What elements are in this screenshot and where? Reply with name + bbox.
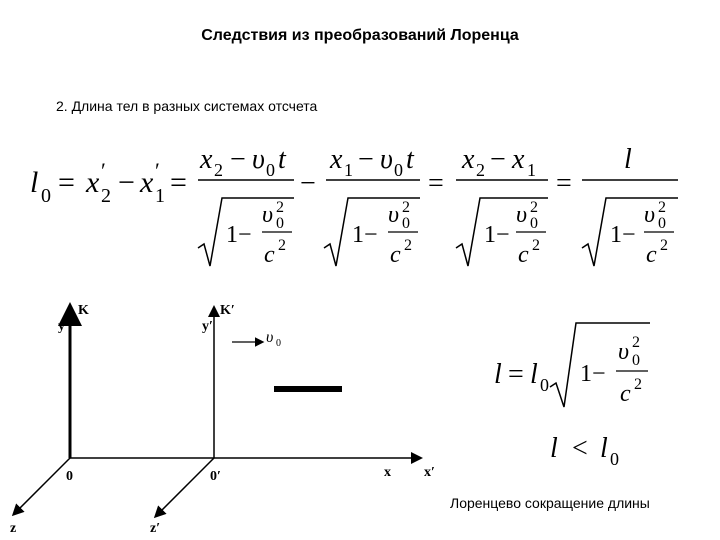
label-v: υ: [266, 329, 274, 346]
formula-x1-sub: 1: [155, 185, 165, 207]
moving-rod: [274, 386, 342, 392]
f2-num-sub: 0: [402, 215, 410, 232]
f2-minus: −: [358, 144, 374, 175]
res-num-sub: 0: [632, 352, 640, 369]
f2-t: t: [406, 144, 414, 175]
section-heading: 2. Длина тел в разных системах отсчета: [56, 98, 318, 114]
f1-den-sq: 2: [278, 237, 286, 254]
f4-l: l: [624, 144, 632, 175]
f4-den-c: c: [646, 242, 657, 268]
k2-z-axis: [156, 458, 214, 516]
f4-num-sq: 2: [658, 199, 666, 216]
formula-l: l: [30, 166, 39, 199]
k-z-axis: [14, 458, 70, 514]
res-one-minus: 1−: [580, 361, 606, 387]
label-origin: 0: [66, 469, 73, 484]
ineq-lt: <: [572, 433, 588, 464]
res-l0: l: [530, 359, 538, 390]
f3-num-sub: 0: [530, 215, 538, 232]
f1-v: υ: [252, 144, 265, 175]
f2-x-sub: 1: [344, 160, 353, 180]
f2-one-minus: 1−: [352, 222, 378, 248]
length-formula: [0, 140, 720, 280]
result-formulas: [480, 315, 700, 475]
ineq-l0-sub: 0: [610, 449, 619, 469]
f1-x-sub: 2: [214, 160, 223, 180]
formula-l-sub: 0: [41, 185, 51, 207]
f4-den-sq: 2: [660, 237, 668, 254]
label-v-sub: 0: [276, 338, 281, 349]
formula-minus-1: −: [118, 166, 135, 199]
res-eq: =: [508, 359, 524, 390]
f3-den-c: c: [518, 242, 529, 268]
f2-v-sub: 0: [394, 160, 403, 180]
f1-den-c: c: [264, 242, 275, 268]
reference-frames-diagram: [0, 290, 460, 540]
f1-t: t: [278, 144, 286, 175]
f4-num-sub: 0: [658, 215, 666, 232]
formula-eq-3: =: [428, 168, 444, 199]
f3-x1: x: [512, 144, 525, 175]
label-k: K: [78, 303, 89, 318]
f3-minus: −: [490, 144, 506, 175]
formula-x1-prime: ′: [155, 158, 160, 183]
f3-num-v: υ: [516, 202, 528, 228]
formula-minus-2: −: [300, 168, 316, 199]
slide-title: Следствия из преобразований Лоренца: [201, 27, 519, 44]
f2-v: υ: [380, 144, 393, 175]
label-z: z: [10, 521, 17, 536]
formula-eq-4: =: [556, 168, 572, 199]
label-origin2: 0′: [210, 469, 221, 484]
f1-v-sub: 0: [266, 160, 275, 180]
f1-x: x: [200, 144, 213, 175]
formula-eq-1: =: [58, 166, 75, 199]
f1-num-sq: 2: [276, 199, 284, 216]
formula-eq-2: =: [170, 166, 187, 199]
f2-num-sq: 2: [402, 199, 410, 216]
f2-den-c: c: [390, 242, 401, 268]
res-den-c: c: [620, 381, 631, 407]
f3-num-sq: 2: [530, 199, 538, 216]
f3-x2-sub: 2: [476, 160, 485, 180]
formula-x2: x: [86, 166, 100, 199]
ineq-l0: l: [600, 433, 608, 464]
f2-x: x: [330, 144, 343, 175]
f3-one-minus: 1−: [484, 222, 510, 248]
f1-num-sub: 0: [276, 215, 284, 232]
label-y: y: [58, 319, 65, 334]
res-l: l: [494, 359, 502, 390]
f1-num-v: υ: [262, 202, 274, 228]
f3-den-sq: 2: [532, 237, 540, 254]
formula-x2-sub: 2: [101, 185, 111, 207]
res-den-sq: 2: [634, 376, 642, 393]
label-z2: z′: [150, 521, 161, 536]
res-l0-sub: 0: [540, 375, 549, 395]
f2-num-v: υ: [388, 202, 400, 228]
label-x2: x′: [424, 465, 435, 480]
formula-x2-prime: ′: [101, 158, 106, 183]
conclusion-caption: Лоренцево сокращение длины: [450, 495, 650, 511]
label-x: x: [384, 465, 391, 480]
f3-x1-sub: 1: [527, 160, 536, 180]
res-num-sq: 2: [632, 334, 640, 351]
formula-x1: x: [140, 166, 154, 199]
f4-num-v: υ: [644, 202, 656, 228]
f3-x2: x: [462, 144, 475, 175]
label-y2: y′: [202, 319, 213, 334]
f2-den-sq: 2: [404, 237, 412, 254]
f1-one-minus: 1−: [226, 222, 252, 248]
f4-one-minus: 1−: [610, 222, 636, 248]
ineq-l: l: [550, 433, 558, 464]
res-num-v: υ: [618, 339, 630, 365]
label-k2: K′: [220, 303, 235, 318]
f1-minus: −: [230, 144, 246, 175]
